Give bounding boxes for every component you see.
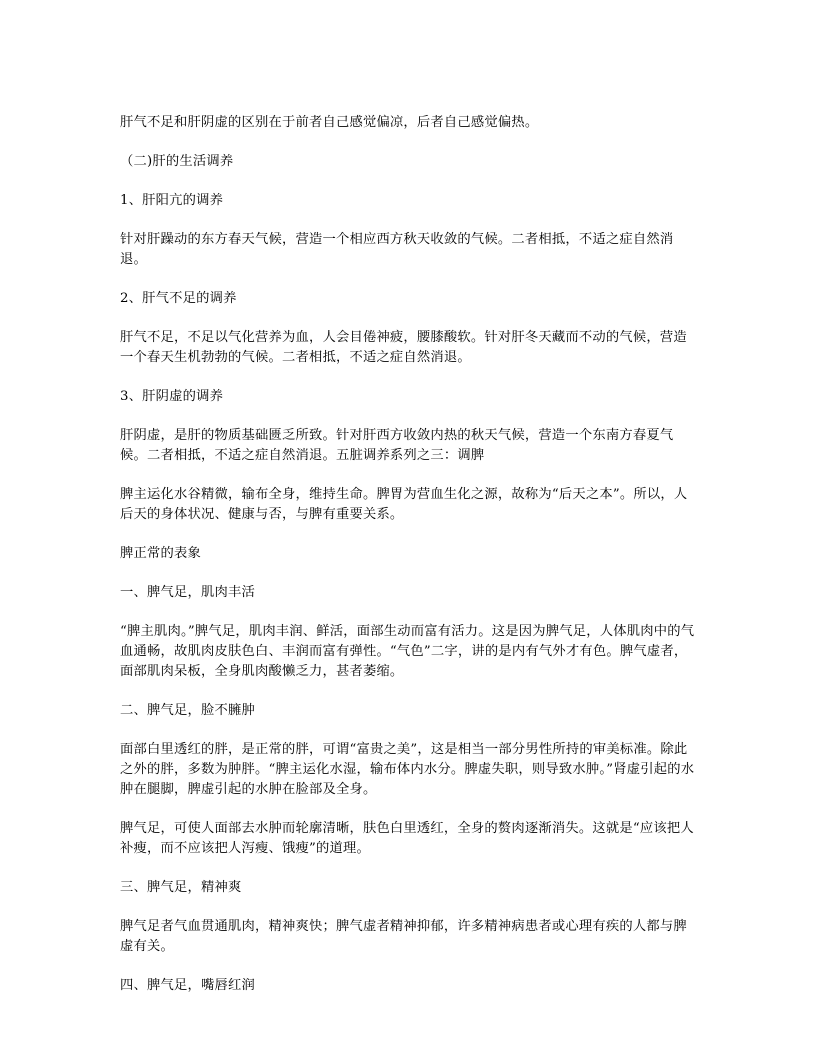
paragraph-spleen-slimming: 脾气足，可使人面部去水肿而轮廓清晰，肤色白里透红，全身的赘肉逐渐消失。这就是“应该把人补瘦，而不应该把人泻瘦、饿瘦”的道理。 [120, 821, 694, 856]
paragraph-liver-qi-deficiency-care: 肝气不足，不足以气化营养为血，人会目倦神疲，腰膝酸软。针对肝冬天藏而不动的气候，营造一个春天生机勃勃的气候。二者相抵，不适之症自然消退。 [120, 330, 687, 365]
paragraph-liver-yin-deficiency-care: 肝阴虚，是肝的物质基础匮乏所致。针对肝西方收敛内热的秋天气候，营造一个东南方春夏气候。二者相抵，不适之症自然消退。五脏调养系列之三：调脾 [120, 428, 674, 463]
paragraph-spleen-muscle: “脾主肌肉。”脾气足，肌肉丰润、鲜活，面部生动而富有活力。这是因为脾气足，人体肌肉中的气血通畅，故肌肉皮肤色白、丰润而富有弹性。“气色”二字，讲的是内有气外才有色。脾气虚者，面部肌肉呆板，全身肌肉酸懒乏力，甚者萎缩。 [120, 624, 695, 679]
paragraph-liver-yang-care: 针对肝躁动的东方春天气候，营造一个相应西方秋天收敛的气候。二者相抵，不适之症自然消退。 [120, 232, 674, 267]
subheading-liver-yang: 1、肝阳亢的调养 [120, 193, 224, 208]
paragraph-spleen-intro: 脾主运化水谷精微，输布全身，维持生命。脾胃为营血生化之源，故称为“后天之本”。所以，人后天的身体状况、健康与否，与脾有重要关系。 [120, 487, 688, 522]
paragraph-liver-qi-vs-yin: 肝气不足和肝阴虚的区别在于前者自己感觉偏凉，后者自己感觉偏热。 [120, 115, 539, 130]
paragraph-spleen-spirit: 脾气足者气血贯通肌肉，精神爽快；脾气虚者精神抑郁，许多精神病患者或心理有疾的人都与脾虚有关。 [120, 919, 687, 954]
subheading-spleen-face: 二、脾气足，脸不臃肿 [120, 703, 255, 718]
subheading-liver-yin-deficiency: 3、肝阴虚的调养 [120, 389, 224, 404]
heading-spleen-normal-signs: 脾正常的表象 [120, 546, 201, 561]
subheading-spleen-spirit: 三、脾气足，精神爽 [120, 880, 242, 895]
subheading-spleen-lips: 四、脾气足，嘴唇红润 [120, 978, 255, 993]
paragraph-spleen-swelling: 面部白里透红的胖，是正常的胖，可谓“富贵之美”，这是相当一部分男性所持的审美标准。除此之外的胖，多数为肿胖。“脾主运化水湿，输布体内水分。脾虚失职，则导致水肿。”肾虚引起的水肿在腿脚，脾虚引起的水肿在脸部及全身。 [120, 742, 695, 797]
section-heading-liver-care: （二)肝的生活调养 [120, 154, 234, 169]
subheading-liver-qi-deficiency: 2、肝气不足的调养 [120, 291, 237, 306]
subheading-spleen-muscle: 一、脾气足，肌肉丰活 [120, 585, 255, 600]
document-body [120, 113, 698, 1015]
